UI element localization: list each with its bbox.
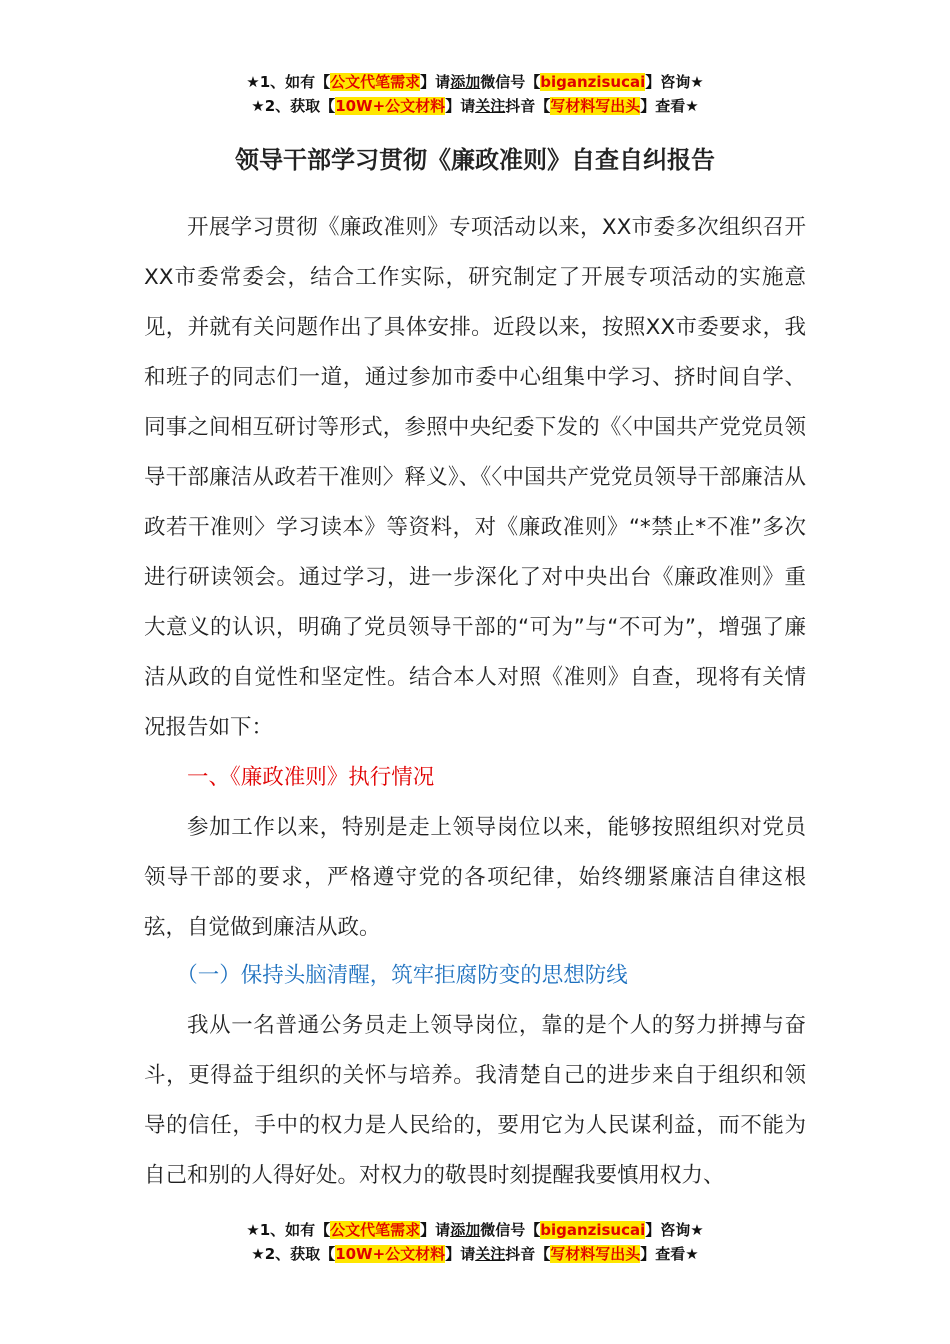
- promo-underline: 关注: [475, 1245, 506, 1263]
- promo-text: 】查看★: [640, 1245, 699, 1263]
- subsection-heading: [144, 951, 806, 1001]
- promo-underline: 添加: [450, 1221, 481, 1239]
- promo-text: 】请: [445, 97, 476, 115]
- promo-line-2: [0, 94, 950, 118]
- promo-text: 】请: [445, 1245, 476, 1263]
- promo-text: ★1、如有【: [246, 1221, 331, 1239]
- paragraph-text: 参加工作以来，特别是走上领导岗位以来，能够按照组织对党员领导干部的要求，严格遵守党的各项纪律，始终绷紧廉洁自律这根弦，自觉做到廉洁从政。: [144, 815, 806, 940]
- section-heading: [144, 753, 806, 803]
- promo-text: ★2、获取【: [251, 97, 336, 115]
- promo-line-1: [0, 1218, 950, 1242]
- promo-text: 】咨询★: [645, 1221, 704, 1239]
- intro-paragraph: [144, 203, 806, 753]
- section1-paragraph: [144, 803, 806, 953]
- promo-highlight: 公文代笔需求: [330, 73, 421, 91]
- promo-text: 抖音【: [505, 97, 551, 115]
- promo-highlight: 公文代笔需求: [330, 1221, 421, 1239]
- promo-line-1: [0, 70, 950, 94]
- promo-highlight: 写材料写出头: [550, 97, 641, 115]
- section1-heading: 一、《廉政准则》执行情况: [187, 765, 435, 790]
- promo-text: ★2、获取【: [251, 1245, 336, 1263]
- promo-underline: 添加: [450, 73, 481, 91]
- promo-text: 】请: [420, 1221, 451, 1239]
- promo-text: 抖音【: [505, 1245, 551, 1263]
- promo-line-2: [0, 1242, 950, 1266]
- promo-text: 】咨询★: [645, 73, 704, 91]
- promo-highlight: biganzisucai: [540, 73, 646, 91]
- promo-highlight: 10W+公文材料: [335, 1245, 446, 1263]
- promo-text: ★1、如有【: [246, 73, 331, 91]
- promo-text: 微信号【: [480, 73, 541, 91]
- promo-banner-top: [0, 70, 950, 118]
- promo-highlight: biganzisucai: [540, 1221, 646, 1239]
- paragraph-text: 我从一名普通公务员走上领导岗位，靠的是个人的努力拼搏与奋斗，更得益于组织的关怀与培养。我清楚自己的进步来自于组织和领导的信任，手中的权力是人民给的，要用它为人民谋利益，而不能为自己和别的人得好处。对权力的敬畏时刻提醒我要慎用权力、: [144, 1013, 806, 1188]
- promo-highlight: 写材料写出头: [550, 1245, 641, 1263]
- promo-text: 】请: [420, 73, 451, 91]
- promo-underline: 关注: [475, 97, 506, 115]
- subsection1-heading: （一）保持头脑清醒，筑牢拒腐防变的思想防线: [176, 963, 628, 988]
- promo-highlight: 10W+公文材料: [335, 97, 446, 115]
- promo-text: 微信号【: [480, 1221, 541, 1239]
- promo-text: 】查看★: [640, 97, 699, 115]
- subsection1-paragraph: [144, 1001, 806, 1201]
- document-title: 领导干部学习贯彻《廉政准则》自查自纠报告: [235, 146, 715, 174]
- promo-banner-bottom: [0, 1218, 950, 1266]
- paragraph-text: 开展学习贯彻《廉政准则》专项活动以来，XX市委多次组织召开XX市委常委会，结合工作实际，研究制定了开展专项活动的实施意见，并就有关问题作出了具体安排。近段以来，按照XX市委要求，我和班子的同志们一道，通过参加市委中心组集中学习、挤时间自学、同事之间相互研讨等形式，参照中央纪委下发的《〈中国共产党党员领导干部廉洁从政若干准则〉释义》、《〈中国共产党党员领导干部廉洁从政若干准则〉学习读本》等资料，对《廉政准则》“*禁止*不准”多次进行研读领会。通过学习，进一步深化了对中央出台《廉政准则》重大意义的认识，明确了党员领导干部的“可为”与“不可为”，增强了廉洁从政的自觉性和坚定性。结合本人对照《准则》自查，现将有关情况报告如下：: [144, 215, 806, 740]
